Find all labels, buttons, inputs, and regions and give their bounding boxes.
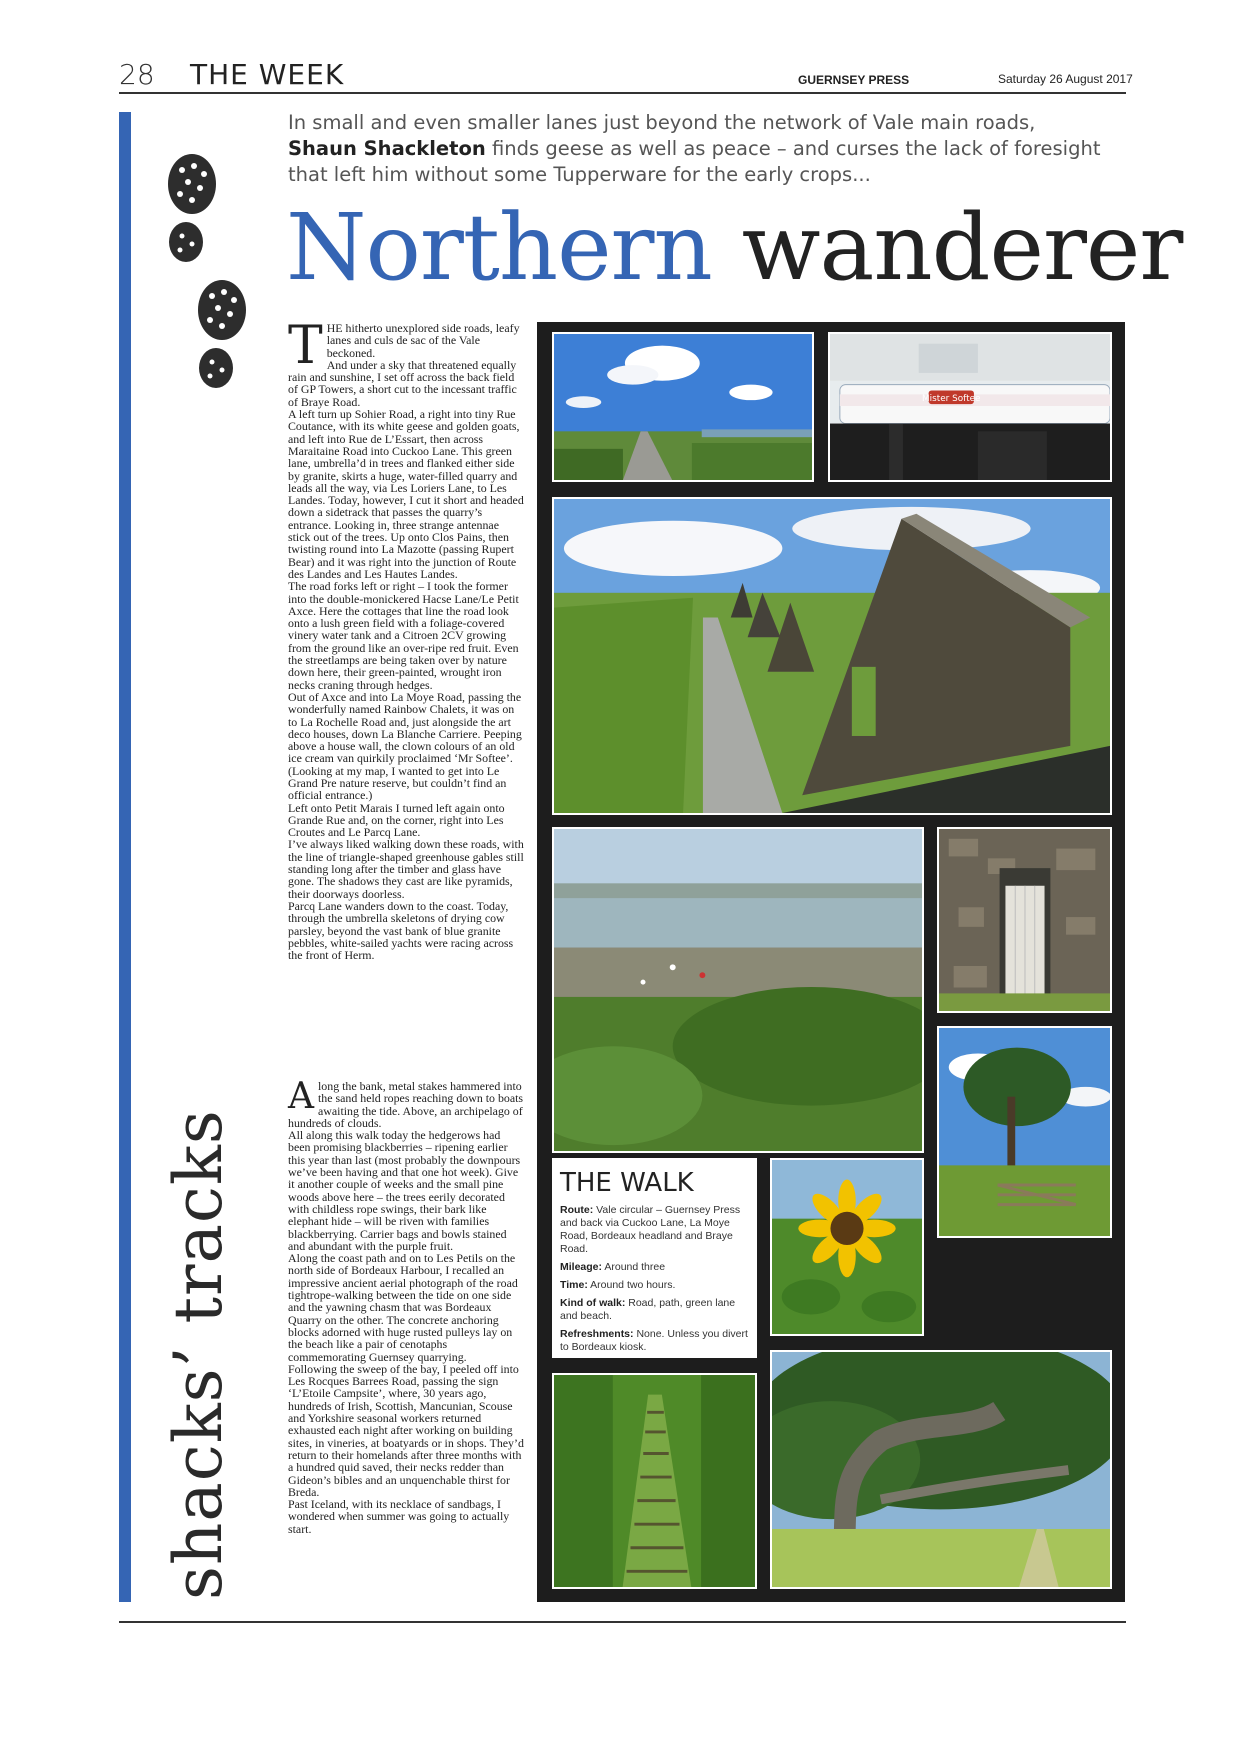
- walk-time: Around two hours.: [587, 1279, 676, 1291]
- drop-cap: T: [288, 316, 323, 376]
- photo-ice-cream-van: [828, 332, 1112, 482]
- footprint-icon: [160, 152, 220, 264]
- van-sign: Mister Softee: [922, 394, 981, 405]
- photo-greenhouse-gables: [552, 497, 1112, 815]
- headline-word-black: wanderer: [741, 194, 1183, 301]
- accent-bar: [119, 112, 131, 1602]
- walk-refreshments-label: Refreshments:: [560, 1328, 634, 1340]
- standfirst: [288, 110, 1118, 188]
- drop-cap: A: [288, 1076, 314, 1117]
- article-paragraph: The road forks left or right – I took the former into the double-monickered Hacse Lane/Le Petit Axce. Here the cottages that line the road look onto a lush green field with a foliage-covered vinery water tank and a Citroen 2CV growing from the ground like an over-ripe red fruit. Even the streetlamps are being taken over by nature down here, their green-painted, wrought iron necks craning through hedges.: [288, 579, 519, 692]
- walk-kind-label: Kind of walk:: [560, 1297, 626, 1309]
- standfirst-line: In small and even smaller lanes just beyond the network of Vale main roads,: [288, 111, 1036, 134]
- walk-mileage: Around three: [602, 1261, 666, 1273]
- article-paragraph: Along the coast path and on to Les Petils on the north side of Bordeaux Harbour, I recalled an impressive ancient aerial photograph of the road tightrope-walking between the tide on one side and the yawning chasm that was Bordeaux Quarry on the other. The concrete anchoring blocks adorned with huge rusted pulleys lay on the beach like a pair of cenotaphs commemorating Guernsey quarrying.: [288, 1251, 518, 1364]
- page-number: 28: [119, 58, 155, 91]
- article-paragraph: Out of Axce and into La Moye Road, passing the wonderfully named Rainbow Chalets, it was on to La Rochelle Road and, just alongside the art deco houses, down La Blanche Carriere. Peeping above a house wall, the clown colours of an old ice cream van quirkily proclaimed ‘Mr Softee’.: [288, 689, 522, 766]
- article-paragraph: All along this walk today the hedgerows had been promising blackberries – ripening earlier this year than last (most probably the downpours we’ve been having and that one hot week). Give it another couple of weeks and the small pine woods above here – the trees eerily decorated with childless rope swings, their bark like elephant hide – will be riven with families blackberrying. Carrier bags and bowls stained and abundant with the purple fruit.: [288, 1128, 521, 1253]
- photo-green-steps: [552, 1373, 757, 1589]
- article-paragraph: Parcq Lane wanders down to the coast. Today, through the umbrella skeletons of drying cow parsley, beyond the vast bank of blue granite pebbles, white-sailed yachts were racing across the front of Herm.: [288, 898, 514, 963]
- photo-old-doorway: [937, 827, 1112, 1013]
- article-paragraph: Following the sweep of the bay, I peeled off into Les Rocques Barrees Road, passing the sign ‘L’Etoile Campsite’, where, 30 years ago, hundreds of Irish, Scottish, Mancunian, Scouse and Yorkshire seasonal workers returned exhausted each night after working on building sites, in vineries, at boatyards or in shops. They’d return to their homelands after three months with a hundred quid saved, their necks redder than Gideon’s bibles and an unquenchable thirst for Breda.: [288, 1361, 524, 1499]
- article-paragraph: A left turn up Sohier Road, a right into tiny Rue Coutance, with its white geese and golden goats, and left into Rue de L’Essart, then across Maraitaine Road into Cuckoo Lane. This green lane, umbrella’d in trees and flanked either side by granite, skirts a huge, water-filled quarry and leads all the way, via Les Loriers Lane, to Les Landes. Today, however, I cut it short and headed down a sidetrack that passes the quarry’s entrance. Looking in, three strange antennae stick out of the trees. Up onto Clos Pains, then twisting round into La Mazotte (passing Rupert Bear) and it was right into the junction of Route des Landes and Les Hautes Landes.: [288, 407, 524, 581]
- photo-pine-gate: [937, 1026, 1112, 1238]
- article-paragraph: (Looking at my map, I wanted to get into Le Grand Pre nature reserve, but couldn’t find an official entrance.): [288, 763, 507, 803]
- header-rule: [119, 92, 1126, 94]
- article-column-top: [288, 316, 524, 1074]
- article-paragraph: And under a sky that threatened equally rain and sunshine, I set off across the back field of GP Towers, a short cut to the incessant traffic of Braye Road.: [288, 357, 517, 409]
- photo-gnarled-tree: [770, 1350, 1112, 1589]
- author-name: Shaun Shackleton: [288, 137, 486, 160]
- headline-word-blue: Northern: [286, 194, 712, 301]
- article-paragraph: Past Iceland, with its necklace of sandbags, I wondered when summer was going to actually start.: [288, 1497, 510, 1536]
- walk-kind: Road, path, green lane and beach.: [560, 1297, 736, 1322]
- column-title: shacks’ tracks: [160, 1109, 237, 1600]
- walk-time-label: Time:: [560, 1279, 588, 1291]
- walk-mileage-label: Mileage:: [560, 1261, 603, 1273]
- article-paragraph: Left onto Petit Marais I turned left again onto Grande Rue and, on the corner, right into Les Croutes and Le Parcq Lane.: [288, 800, 505, 840]
- article-paragraph: long the bank, metal stakes hammered into the sand held ropes reaching down to boats awaiting the tide. Above, an archipelago of hundreds of clouds.: [288, 1079, 524, 1130]
- the-walk-title: THE WALK: [560, 1168, 694, 1198]
- walk-route: Vale circular – Guernsey Press and back via Cuckoo Lane, La Moye Road, Bordeaux headland and Braye Road.: [560, 1204, 741, 1255]
- photo-sunflower: [770, 1158, 924, 1336]
- headline: [286, 194, 1183, 301]
- photo-lane-sky: [552, 332, 814, 482]
- photo-harbour: [552, 827, 924, 1153]
- article-column-bottom: [288, 1076, 524, 1600]
- walk-route-label: Route:: [560, 1204, 594, 1216]
- article-paragraph: HE hitherto unexplored side roads, leafy lanes and culs de sac of the Vale beckoned.: [326, 321, 520, 360]
- newspaper-name: GUERNSEY PRESS: [798, 73, 910, 87]
- walk-refreshments: None. Unless you divert to Bordeaux kiosk.: [560, 1328, 748, 1353]
- footer-rule: [119, 1621, 1126, 1623]
- the-walk-box: [552, 1158, 757, 1358]
- article-paragraph: I’ve always liked walking down these roads, with the line of triangle-shaped greenhouse gables still standing long after the timber and glass have gone. The shadows they cast are like pyramids, their doorways doorless.: [288, 837, 524, 901]
- section-title: THE WEEK: [190, 58, 345, 91]
- standfirst-line: finds geese as well as peace – and curses the lack of foresight that left him without some Tupperware for the early crops...: [288, 137, 1101, 186]
- photo-panel: [537, 322, 1125, 1602]
- footprint-icon: [190, 278, 250, 390]
- issue-date: Saturday 26 August 2017: [998, 72, 1133, 86]
